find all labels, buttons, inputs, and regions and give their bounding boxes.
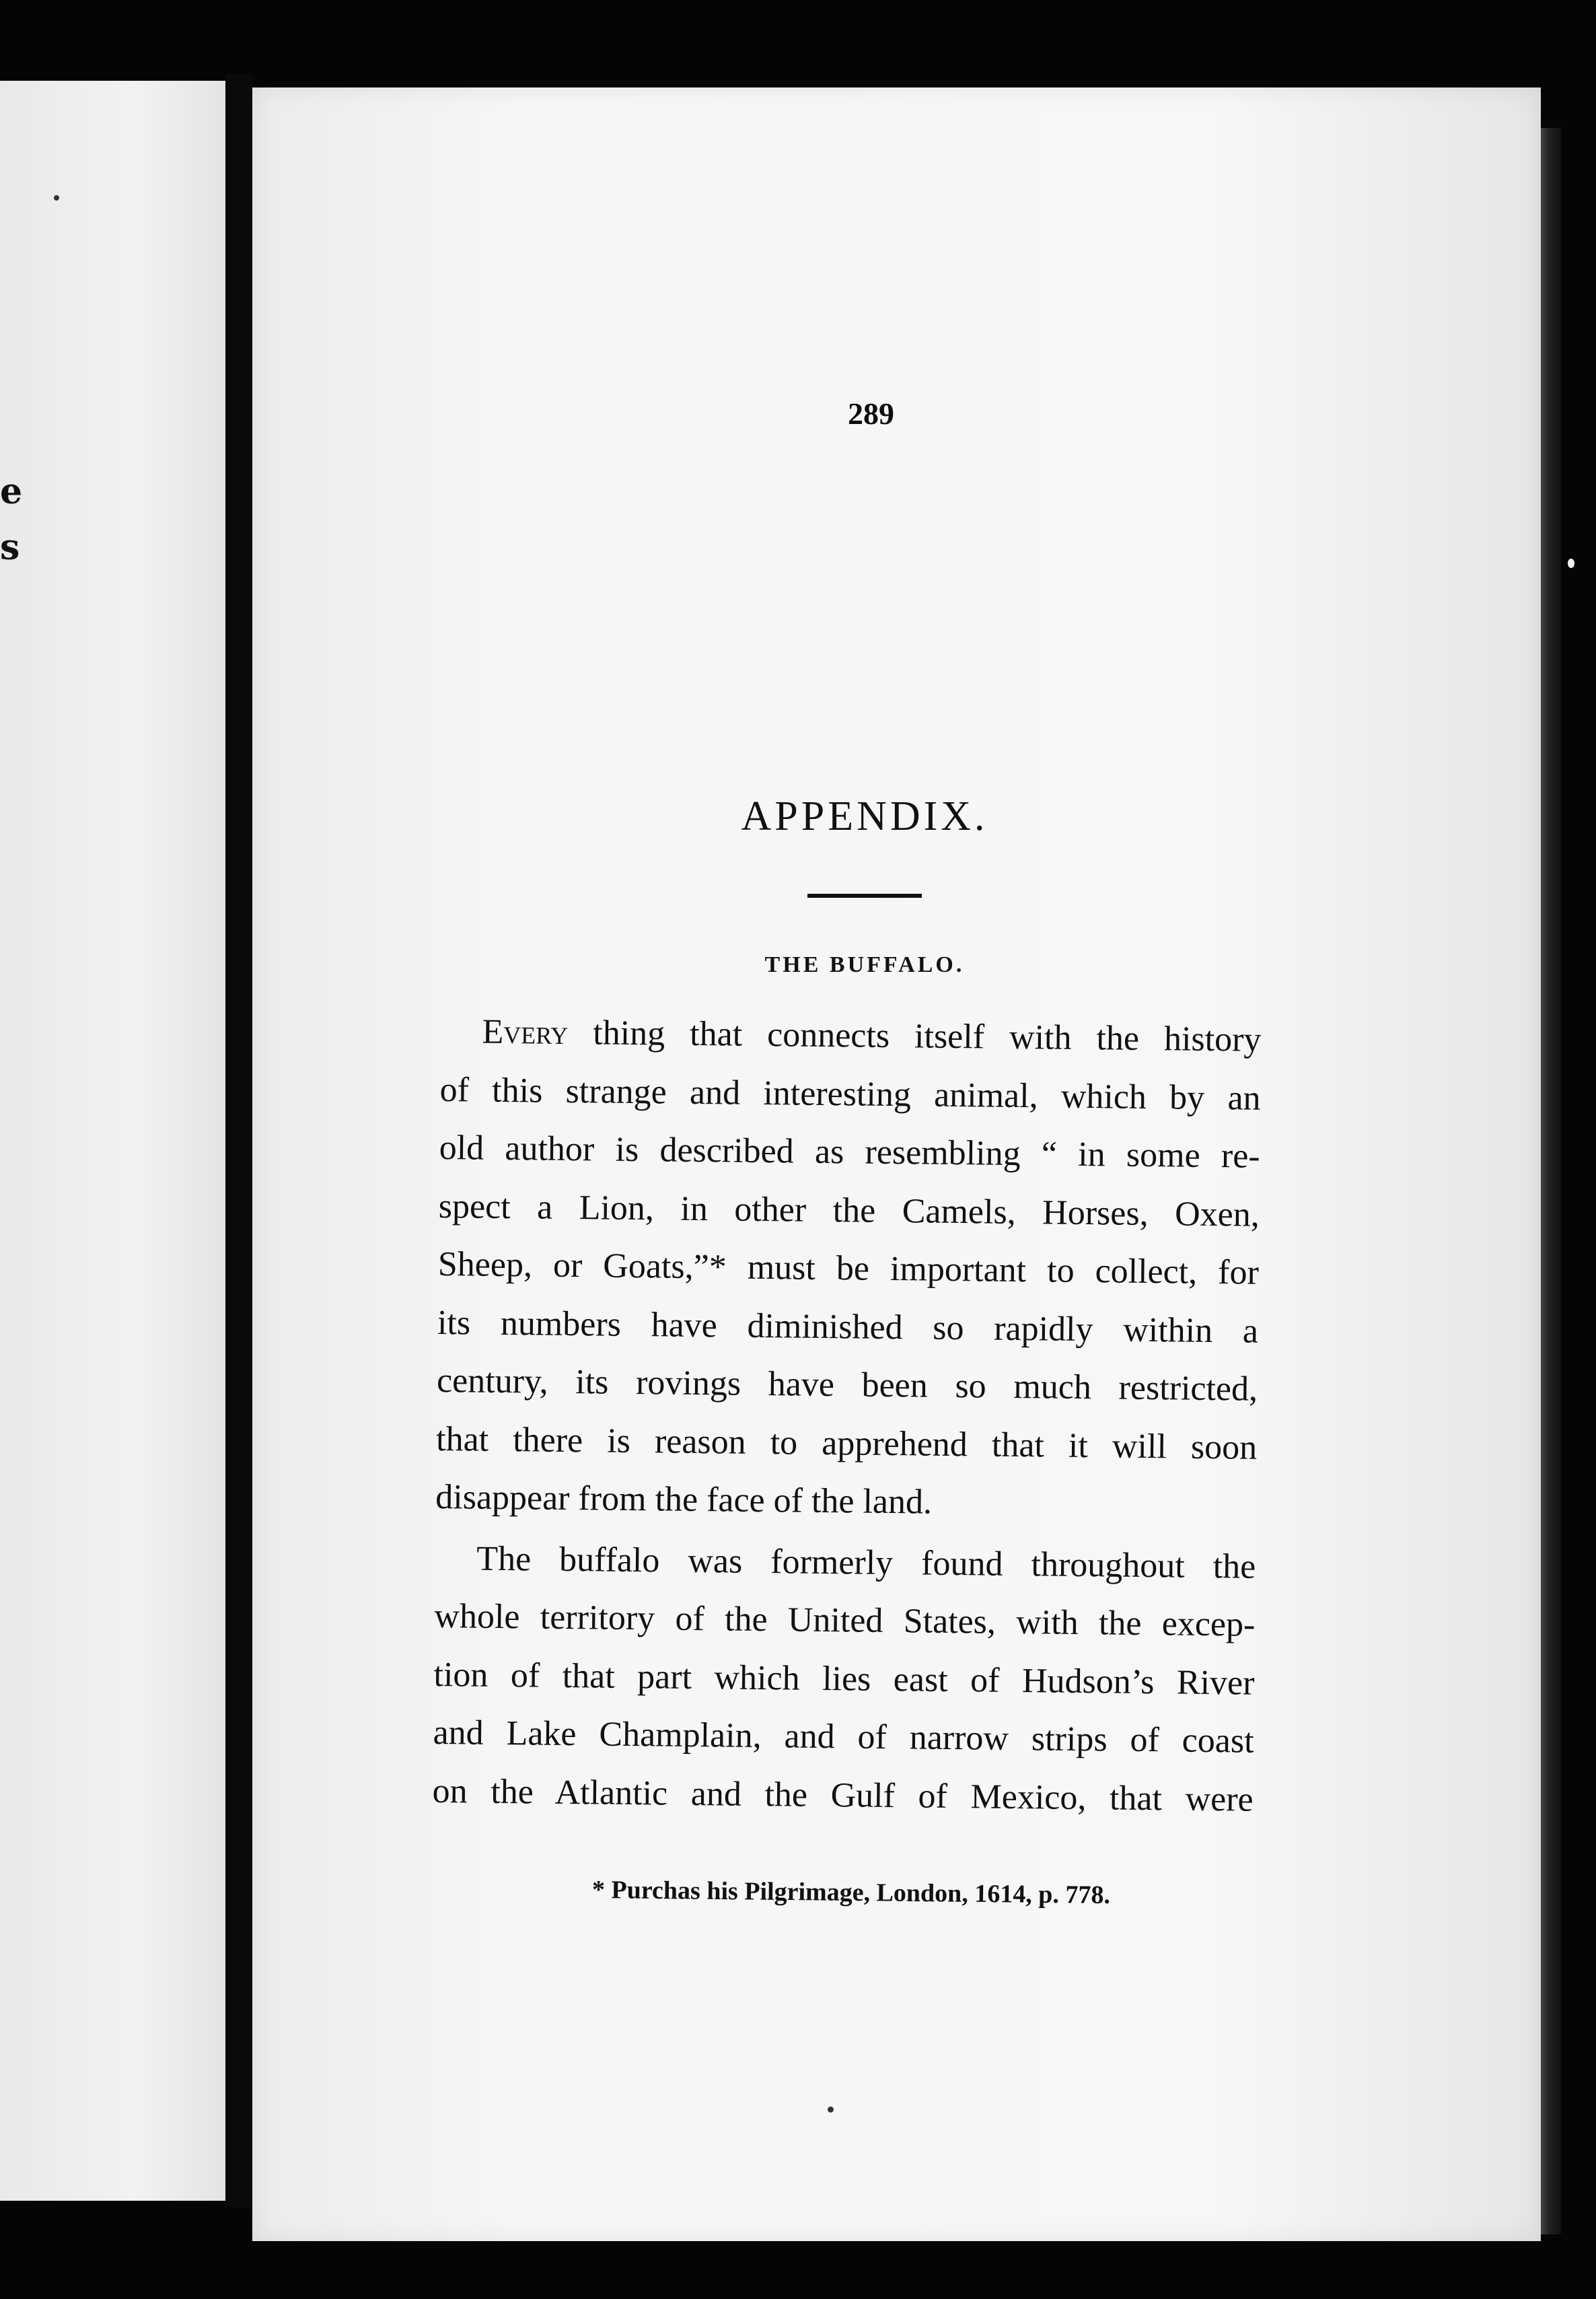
text-line: its numbers have diminished so rapidly within a xyxy=(437,1303,1259,1351)
text-line: disappear from the face of the land. xyxy=(435,1477,933,1522)
left-page-letter-1: e xyxy=(0,471,23,512)
dust-speck xyxy=(54,195,59,201)
text-line: spect a Lion, in other the Camels, Horses, Oxen, xyxy=(438,1187,1260,1234)
text-line: Sheep, or Goats,”* must be important to collect, for xyxy=(437,1244,1260,1292)
text-line: that there is reason to apprehend that it will soon xyxy=(435,1419,1258,1467)
drop-word: Every xyxy=(482,1012,569,1052)
text-line: and Lake Champlain, and of narrow strips of coast xyxy=(433,1713,1254,1761)
paragraph-1 xyxy=(435,1003,1262,1535)
text-line: The buffalo was formerly found throughout the xyxy=(476,1539,1256,1586)
section-title: THE BUFFALO. xyxy=(764,952,965,977)
dust-speck xyxy=(828,2107,834,2113)
text-line: century, its rovings have been so much restricted, xyxy=(436,1361,1258,1409)
text-line: Every thing that connects itself with the history xyxy=(482,1012,1262,1059)
heading-rule xyxy=(807,894,922,898)
dust-speck xyxy=(1568,559,1574,568)
text-line: of this strange and interesting animal, which by an xyxy=(439,1070,1261,1118)
left-page-fragment xyxy=(0,81,225,2201)
text-line: old author is described as resembling “ in some re- xyxy=(439,1128,1260,1176)
page-number: 289 xyxy=(848,396,894,431)
text-line: whole territory of the United States, with the excep- xyxy=(434,1596,1256,1644)
footnote: * Purchas his Pilgrimage, London, 1614, p. 778. xyxy=(591,1875,1111,1910)
text-line: on the Atlantic and the Gulf of Mexico, that were xyxy=(432,1771,1254,1819)
page-edge xyxy=(1541,128,1561,2234)
body-text xyxy=(432,1003,1262,1829)
left-page-letter-2: s xyxy=(0,527,20,568)
page-heading: APPENDIX. xyxy=(741,793,988,839)
text-line: tion of that part which lies east of Hudson’s River xyxy=(433,1655,1255,1703)
book-gutter xyxy=(225,74,252,2207)
paragraph-2 xyxy=(432,1529,1256,1829)
